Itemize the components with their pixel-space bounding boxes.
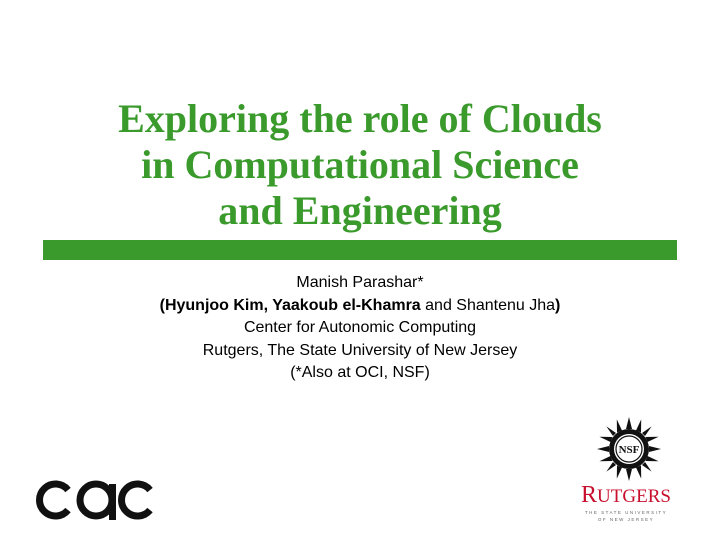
rutgers-initial: R	[581, 482, 598, 508]
affiliation: Center for Autonomic Computing	[243, 319, 477, 336]
coauthors-close: )	[555, 296, 561, 314]
coauthors-line	[60, 295, 660, 318]
nsf-logo	[597, 417, 661, 481]
coauthors-rest: and Shantenu Jha	[420, 296, 556, 314]
cac-logo	[36, 476, 158, 524]
title-divider-bar	[43, 240, 677, 260]
rutgers-subtitle-2: OF NEW JERSEY	[597, 517, 655, 522]
coauthors-bold-names: Hyunjoo Kim, Yaakoub el-Khamra	[164, 296, 421, 314]
rutgers-logo	[570, 483, 682, 523]
title-line-1: Exploring the role of Clouds	[118, 96, 602, 141]
university: Rutgers, The State University of New Jersey	[202, 341, 518, 359]
slide-title	[40, 96, 680, 234]
rutgers-rest: UTGERS	[597, 486, 671, 507]
author-name: Manish Parashar*	[296, 274, 424, 291]
rutgers-wordmark	[570, 483, 682, 509]
nsf-logo-text: NSF	[618, 444, 640, 456]
rutgers-subtitle-1: THE STATE UNIVERSITY	[584, 510, 668, 515]
title-line-3: and Engineering	[218, 188, 502, 233]
title-line-2: in Computational Science	[141, 142, 579, 187]
footnote: (*Also at OCI, NSF)	[290, 364, 430, 381]
coauthors-open: (	[159, 296, 165, 314]
author-block	[60, 272, 660, 385]
